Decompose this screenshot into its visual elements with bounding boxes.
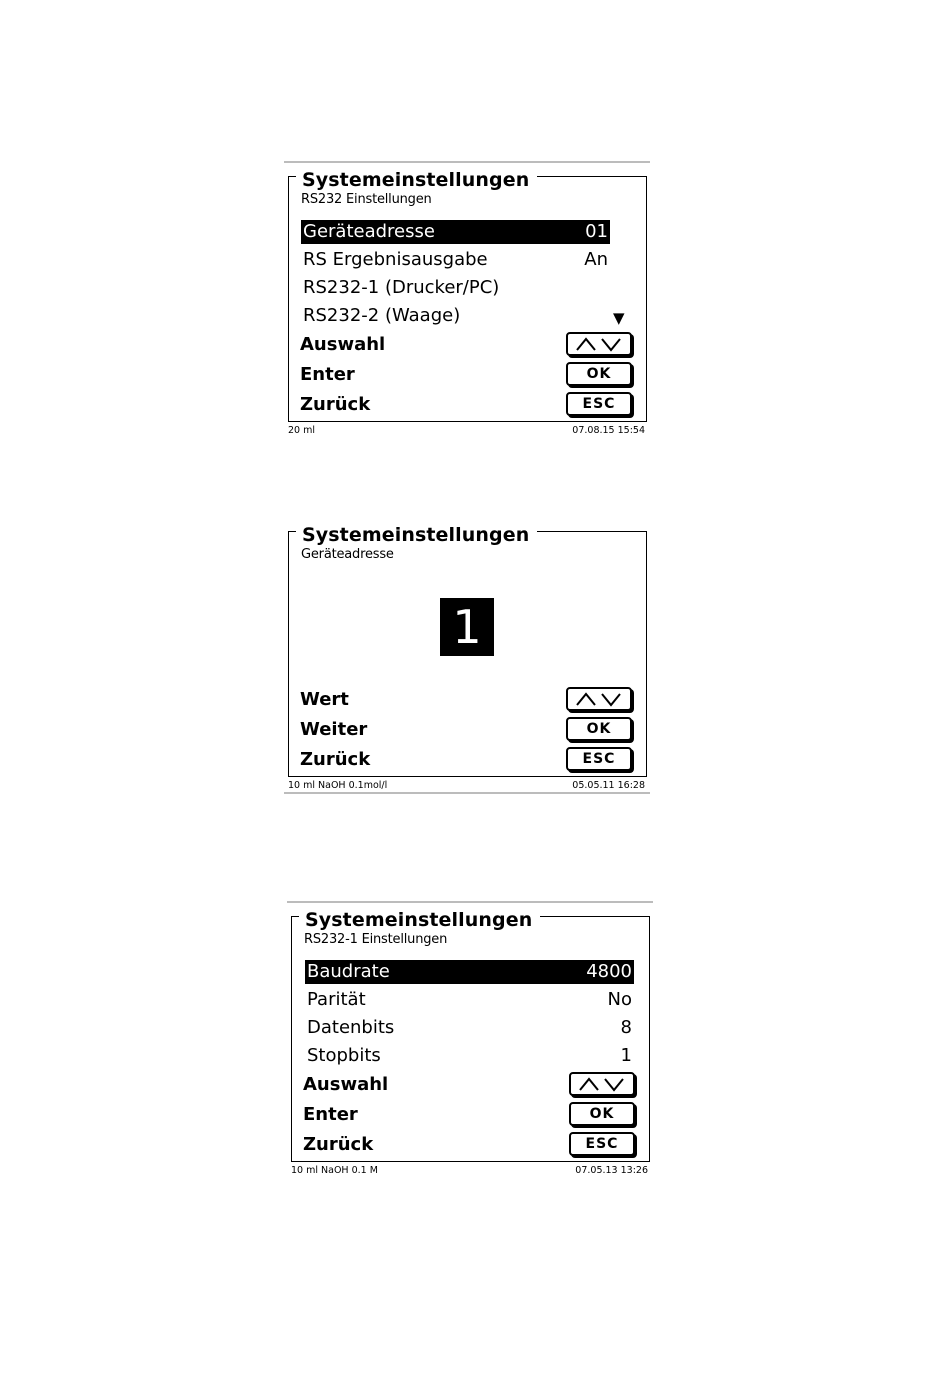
esc-button[interactable]: ESC	[566, 392, 632, 416]
softkey-label: Weiter	[300, 719, 368, 740]
page-subtitle: RS232 Einstellungen	[301, 192, 432, 207]
ok-button[interactable]: OK	[566, 362, 632, 386]
status-left: 20 ml	[288, 425, 316, 436]
page-subtitle: RS232-1 Einstellungen	[304, 932, 448, 947]
menu-item-value: No	[607, 989, 632, 1010]
softkey-row-enter	[303, 1102, 637, 1128]
up-down-arrows-icon	[575, 1076, 629, 1092]
softkey-row-zurueck	[303, 1132, 637, 1158]
softkey-row-wert	[300, 687, 634, 713]
menu-item-label: RS232-1 (Drucker/PC)	[303, 277, 500, 298]
screen-rs232-settings	[284, 161, 650, 443]
page-subtitle: Geräteadresse	[301, 547, 394, 562]
menu-item-label: Datenbits	[307, 1017, 395, 1038]
ok-button[interactable]: OK	[569, 1102, 635, 1126]
bottom-divider	[284, 792, 650, 794]
menu-item-label: RS Ergebnisausgabe	[303, 249, 488, 270]
menu-item-value: 4800	[586, 961, 632, 982]
softkey-label: Zurück	[300, 394, 371, 415]
menu-item-value: 01	[585, 221, 608, 242]
menu-item-rs-ergebnisausgabe[interactable]	[301, 248, 610, 272]
softkey-label: Wert	[300, 689, 349, 710]
up-down-arrows-icon	[572, 691, 626, 707]
up-down-arrows-button[interactable]	[566, 332, 632, 356]
softkey-row-zurueck	[300, 392, 634, 418]
softkey-label: Auswahl	[303, 1074, 389, 1095]
softkey-row-enter	[300, 362, 634, 388]
menu-item-label: RS232-2 (Waage)	[303, 305, 461, 326]
softkey-row-auswahl	[303, 1072, 637, 1098]
menu-item-rs232-2[interactable]	[301, 304, 610, 328]
status-left: 10 ml NaOH 0.1mol/l	[288, 780, 388, 791]
softkey-row-zurueck	[300, 747, 634, 773]
menu-item-label: Geräteadresse	[303, 221, 435, 242]
page-title: Systemeinstellungen	[296, 170, 537, 190]
menu-item-datenbits[interactable]	[305, 1016, 634, 1040]
softkey-row-weiter	[300, 717, 634, 743]
up-down-arrows-icon	[572, 336, 626, 352]
top-divider	[284, 161, 650, 163]
menu-item-value: 8	[620, 1017, 632, 1038]
up-down-arrows-button[interactable]	[566, 687, 632, 711]
menu-item-label: Stopbits	[307, 1045, 381, 1066]
status-left: 10 ml NaOH 0.1 M	[291, 1165, 378, 1176]
menu-item-baudrate[interactable]	[305, 960, 634, 984]
menu-item-geraeteadresse[interactable]	[301, 220, 610, 244]
status-datetime: 07.08.15 15:54	[572, 425, 645, 436]
menu-item-label: Parität	[307, 989, 366, 1010]
screen-rs232-1-settings	[287, 901, 653, 1183]
status-datetime: 07.05.13 13:26	[575, 1165, 648, 1176]
page-title: Systemeinstellungen	[299, 910, 540, 930]
softkey-label: Zurück	[300, 749, 371, 770]
esc-button[interactable]: ESC	[566, 747, 632, 771]
esc-button[interactable]: ESC	[569, 1132, 635, 1156]
menu-item-paritaet[interactable]	[305, 988, 634, 1012]
top-divider	[287, 901, 653, 903]
menu-item-rs232-1[interactable]	[301, 276, 610, 300]
menu-item-stopbits[interactable]	[305, 1044, 634, 1068]
softkey-row-auswahl	[300, 332, 634, 358]
softkey-label: Zurück	[303, 1134, 374, 1155]
scroll-down-arrow-icon: ▼	[613, 309, 625, 327]
menu-item-value: 1	[620, 1045, 632, 1066]
menu-item-label: Baudrate	[307, 961, 390, 982]
softkey-label: Enter	[300, 364, 355, 385]
softkey-label: Auswahl	[300, 334, 386, 355]
menu-item-value: An	[584, 249, 608, 270]
value-display[interactable]: 1	[440, 598, 494, 656]
page-title: Systemeinstellungen	[296, 525, 537, 545]
screen-geraeteadresse-edit	[284, 516, 650, 798]
ok-button[interactable]: OK	[566, 717, 632, 741]
up-down-arrows-button[interactable]	[569, 1072, 635, 1096]
softkey-label: Enter	[303, 1104, 358, 1125]
status-datetime: 05.05.11 16:28	[572, 780, 645, 791]
